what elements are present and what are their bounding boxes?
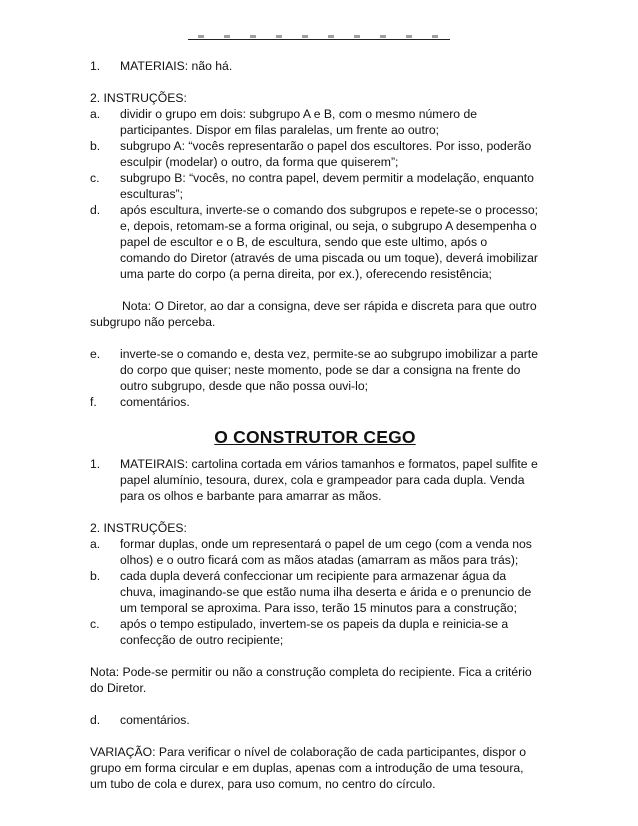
materials-item bbox=[90, 456, 540, 504]
list-item-text: dividir o grupo em dois: subgrupo A e B, com o mesmo número de participantes. Dispor em filas paralelas, um frente ao outro; bbox=[120, 107, 478, 137]
list-item bbox=[90, 106, 540, 138]
document-body bbox=[90, 58, 540, 792]
note-paragraph: Nota: O Diretor, ao dar a consigna, deve ser rápida e discreta para que outro subgrupo não perceba. bbox=[90, 299, 537, 329]
list-item-text: formar duplas, onde um representará o papel de um cego (com a venda nos olhos) e o outro ficará com as mãos atadas (amarram as mãos para trás); bbox=[120, 537, 532, 567]
header-rule bbox=[188, 39, 450, 40]
list-item bbox=[90, 712, 540, 728]
list-item bbox=[90, 346, 540, 394]
list-item-text: cada dupla deverá confeccionar um recipiente para armazenar água da chuva, imaginando-se que estão numa ilha deserta e árida e o prenuncio de um temporal se aproxima. Para isso, terão 15 minutos para a construção; bbox=[120, 569, 532, 615]
materials-text: MATERIAIS: não há. bbox=[120, 59, 233, 73]
list-marker: a. bbox=[90, 107, 101, 121]
list-item-text: subgrupo A: “vocês representarão o papel dos escultores. Por isso, poderão esculpir (modelar) o outro, da forma que quiserem”; bbox=[120, 139, 532, 169]
list-item bbox=[90, 170, 540, 202]
list-marker: 1. bbox=[90, 59, 101, 73]
list-item bbox=[90, 202, 540, 282]
list-marker: c. bbox=[90, 171, 100, 185]
list-item-text: subgrupo B: “vocês, no contra papel, devem permitir a modelação, enquanto esculturas”; bbox=[120, 171, 534, 201]
list-item bbox=[90, 536, 540, 568]
list-item-text: inverte-se o comando e, desta vez, permite-se ao subgrupo imobilizar a parte do corpo que quiser; neste momento, pode se dar a consigna na frente do outro subgrupo, desde que não possa ouvi-lo; bbox=[120, 347, 538, 393]
list-marker: a. bbox=[90, 537, 101, 551]
list-item-text: comentários. bbox=[120, 395, 190, 409]
list-marker: f. bbox=[90, 395, 97, 409]
list-marker: e. bbox=[90, 347, 101, 361]
list-item-text: comentários. bbox=[120, 713, 190, 727]
instructions-heading: 2. INSTRUÇÕES: bbox=[90, 521, 187, 535]
materials-text: MATEIRAIS: cartolina cortada em vários tamanhos e formatos, papel sulfite e papel alumínio, tesoura, durex, cola e grampeador para cada dupla. Venda para os olhos e barbante para amarrar as mãos. bbox=[120, 457, 538, 503]
list-marker: d. bbox=[90, 203, 101, 217]
note-paragraph: Nota: Pode-se permitir ou não a construção completa do recipiente. Fica a critério do Diretor. bbox=[90, 665, 532, 695]
list-item bbox=[90, 138, 540, 170]
list-item bbox=[90, 394, 540, 410]
list-marker: 1. bbox=[90, 457, 101, 471]
list-marker: c. bbox=[90, 617, 100, 631]
list-marker: b. bbox=[90, 569, 101, 583]
list-marker: b. bbox=[90, 139, 101, 153]
list-item bbox=[90, 568, 540, 616]
section-title: O CONSTRUTOR CEGO bbox=[214, 427, 416, 447]
materials-item bbox=[90, 58, 540, 74]
list-item-text: após o tempo estipulado, invertem-se os papeis da dupla e reinicia-se a confecção de outro recipiente; bbox=[120, 617, 509, 647]
list-item-text: após escultura, inverte-se o comando dos subgrupos e repete-se o processo; e, depois, retomam-se a forma original, ou seja, o subgrupo A desempenha o papel de escultor e o B, de escultura, sendo que este ultimo, após o comando do Diretor (através de uma piscada ou um toque), deverá imobilizar uma parte do corpo (a perna direita, por ex.), oferecendo resistência; bbox=[120, 203, 538, 281]
list-item bbox=[90, 616, 540, 648]
variation-paragraph: VARIAÇÃO: Para verificar o nível de colaboração de cada participantes, dispor o grupo em forma circular e em duplas, apenas com a introdução de uma tesoura, um tubo de cola e durex, para uso comum, no centro do círculo. bbox=[90, 745, 527, 791]
instructions-heading: 2. INSTRUÇÕES: bbox=[90, 91, 187, 105]
header-remnant bbox=[198, 35, 444, 38]
list-marker: d. bbox=[90, 713, 101, 727]
